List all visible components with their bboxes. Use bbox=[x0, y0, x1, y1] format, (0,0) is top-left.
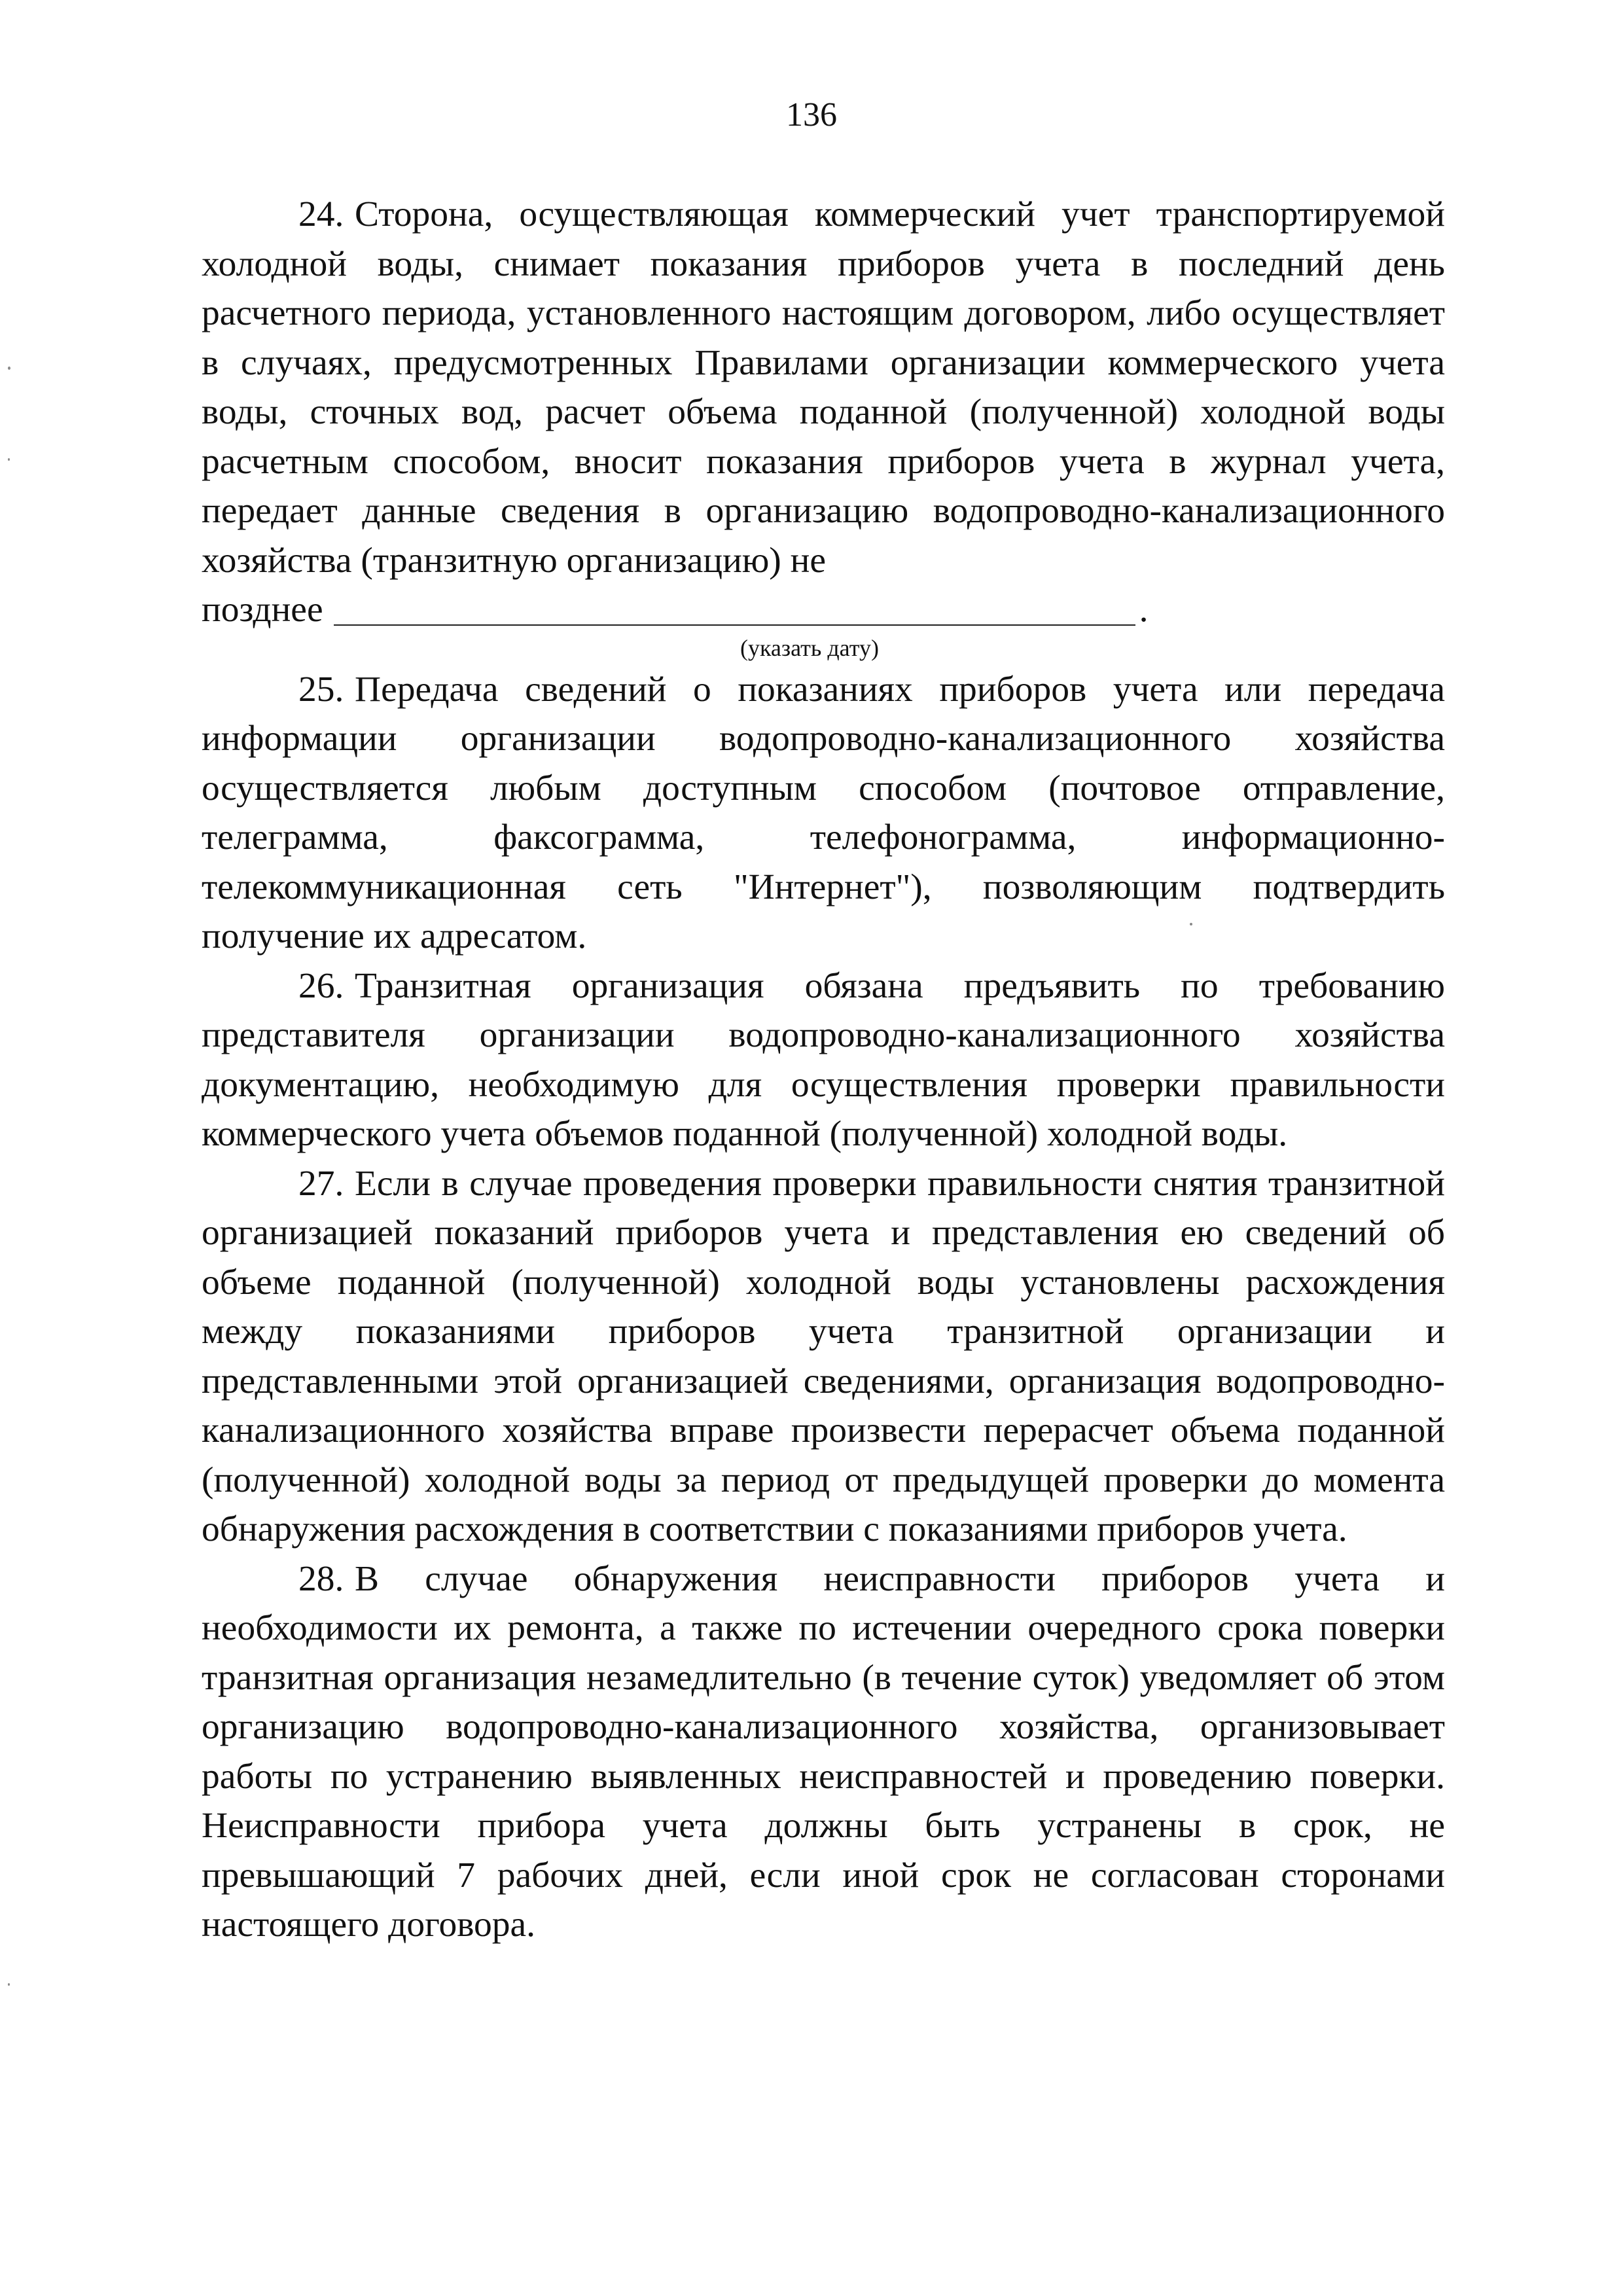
clause-number: 27. bbox=[298, 1163, 344, 1204]
deadline-line bbox=[202, 585, 1445, 635]
clause-number: 28. bbox=[298, 1558, 344, 1599]
clause-26 bbox=[202, 961, 1445, 1159]
clause-text: Передача сведений о показаниях приборов учета или передача информации организации водопроводно-канализационного хозяйства осуществляется любым доступным способом (почтовое отправление, телеграмма, факсограмма, телефонограмма, информационно-телекоммуникационная сеть "Интернет"), позволяющим подтвердить получение их адресатом. bbox=[202, 669, 1445, 956]
scan-speck bbox=[8, 1983, 10, 1986]
clause-28 bbox=[202, 1554, 1445, 1950]
deadline-date-field[interactable] bbox=[334, 586, 1135, 626]
scan-speck bbox=[8, 367, 10, 370]
deadline-label: позднее bbox=[202, 590, 323, 630]
document-body bbox=[202, 190, 1445, 1950]
clause-text: Сторона, осуществляющая коммерческий учет транспортируемой холодной воды, снимает показания приборов учета в последний день расчетного периода, установленного настоящим договором, либо осуществляет в случаях, предусмотренных Правилами организации коммерческого учета воды, сточных вод, расчет объема поданной (полученной) холодной воды расчетным способом, вносит показания приборов учета в журнал учета, передает данные сведения в организацию водопроводно-канализационного хозяйства (транзитную организацию) не bbox=[202, 194, 1445, 581]
scan-speck bbox=[1190, 923, 1192, 925]
deadline-period: . bbox=[1139, 590, 1149, 630]
clause-24 bbox=[202, 190, 1445, 585]
clause-number: 25. bbox=[298, 669, 344, 709]
clause-number: 26. bbox=[298, 965, 344, 1006]
clause-number: 24. bbox=[298, 194, 344, 234]
clause-27 bbox=[202, 1159, 1445, 1554]
clause-text: Если в случае проведения проверки правильности снятия транзитной организацией показаний приборов учета и представления ею сведений об объеме поданной (полученной) холодной воды установлены расхождения между показаниями приборов учета транзитной организации и представленными этой организацией сведениями, организация водопроводно-канализационного хозяйства вправе произвести перерасчет объема поданной (полученной) холодной воды за период от предыдущей проверки до момента обнаружения расхождения в соответствии с показаниями приборов учета. bbox=[202, 1163, 1445, 1549]
page-number: 136 bbox=[786, 96, 837, 134]
clause-25 bbox=[202, 665, 1445, 961]
clause-text: Транзитная организация обязана предъявить по требованию представителя организации водопроводно-канализационного хозяйства документацию, необходимую для осуществления проверки правильности коммерческого учета объемов поданной (полученной) холодной воды. bbox=[202, 965, 1445, 1154]
clause-text: В случае обнаружения неисправности приборов учета и необходимости их ремонта, а также по истечении очередного срока поверки транзитная организация незамедлительно (в течение суток) уведомляет об этом организацию водопроводно-канализационного хозяйства, организовывает работы по устранению выявленных неисправностей и проведению поверки. Неисправности прибора учета должны быть устранены в срок, не превышающий 7 рабочих дней, если иной срок не согласован сторонами настоящего договора. bbox=[202, 1558, 1445, 1945]
deadline-hint: (указать дату) bbox=[740, 634, 879, 661]
scan-speck bbox=[8, 458, 10, 461]
